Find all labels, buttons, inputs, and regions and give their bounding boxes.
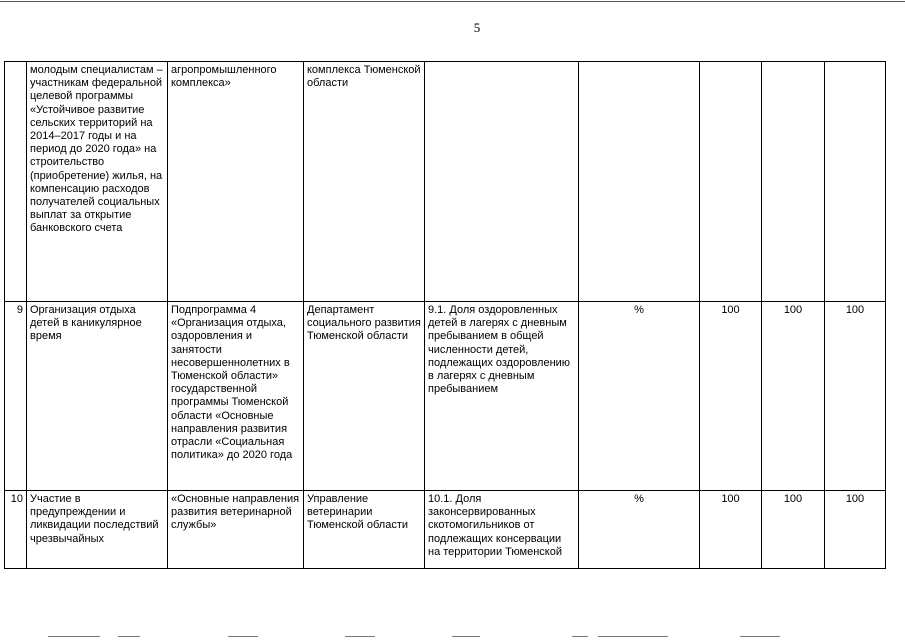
value-cell-3 bbox=[825, 62, 886, 302]
indicator-cell bbox=[425, 62, 579, 302]
top-edge-rule bbox=[0, 1, 905, 2]
event-cell: молодым специалистам – участникам федеральной целевой программы «Устойчивое развитие сельских территорий на 2014–2017 годы и на период до 2020 года» на строительство (приобретение) жилья, на компенсацию расходов получателей социальных выплат за открытие банковского счета bbox=[27, 62, 168, 302]
executor-cell: Управление ветеринарии Тюменской области bbox=[304, 491, 425, 569]
row-number-cell: 9 bbox=[5, 302, 27, 491]
value-cell-1: 100 bbox=[700, 491, 762, 569]
event-cell: Участие в предупреждении и ликвидации последствий чрезвычайных bbox=[27, 491, 168, 569]
executor-cell: Департамент социального развития Тюменской области bbox=[304, 302, 425, 491]
table-row bbox=[5, 491, 886, 569]
value-cell-2: 100 bbox=[762, 491, 825, 569]
program-cell: агропромышленного комплекса» bbox=[168, 62, 304, 302]
program-table bbox=[4, 61, 886, 569]
table-row bbox=[5, 302, 886, 491]
row-number-cell bbox=[5, 62, 27, 302]
value-cell-2: 100 bbox=[762, 302, 825, 491]
table-row bbox=[5, 62, 886, 302]
value-cell-3: 100 bbox=[825, 491, 886, 569]
value-cell-1: 100 bbox=[700, 302, 762, 491]
page-number: 5 bbox=[473, 20, 481, 35]
executor-cell: комплекса Тюменской области bbox=[304, 62, 425, 302]
event-cell: Организация отдыха детей в каникулярное время bbox=[27, 302, 168, 491]
row-number-cell: 10 bbox=[5, 491, 27, 569]
indicator-cell: 9.1. Доля оздоровленных детей в лагерях с дневным пребыванием в общей численности детей, подлежащих оздоровлению в лагерях с дневным пребыванием bbox=[425, 302, 579, 491]
scan-bottom-marks bbox=[0, 634, 905, 640]
program-cell: «Основные направления развития ветеринарной службы» bbox=[168, 491, 304, 569]
indicator-cell: 10.1. Доля законсервированных скотомогильников от подлежащих консервации на территории Тюменской bbox=[425, 491, 579, 569]
unit-cell: % bbox=[579, 491, 700, 569]
unit-cell: % bbox=[579, 302, 700, 491]
unit-cell bbox=[579, 62, 700, 302]
value-cell-1 bbox=[700, 62, 762, 302]
value-cell-3: 100 bbox=[825, 302, 886, 491]
program-cell: Подпрограмма 4 «Организация отдыха, оздоровления и занятости несовершеннолетних в Тюменской области» государственной программы Тюменской области «Основные направления развития отрасли «Социальная политика» до 2020 года bbox=[168, 302, 304, 491]
value-cell-2 bbox=[762, 62, 825, 302]
